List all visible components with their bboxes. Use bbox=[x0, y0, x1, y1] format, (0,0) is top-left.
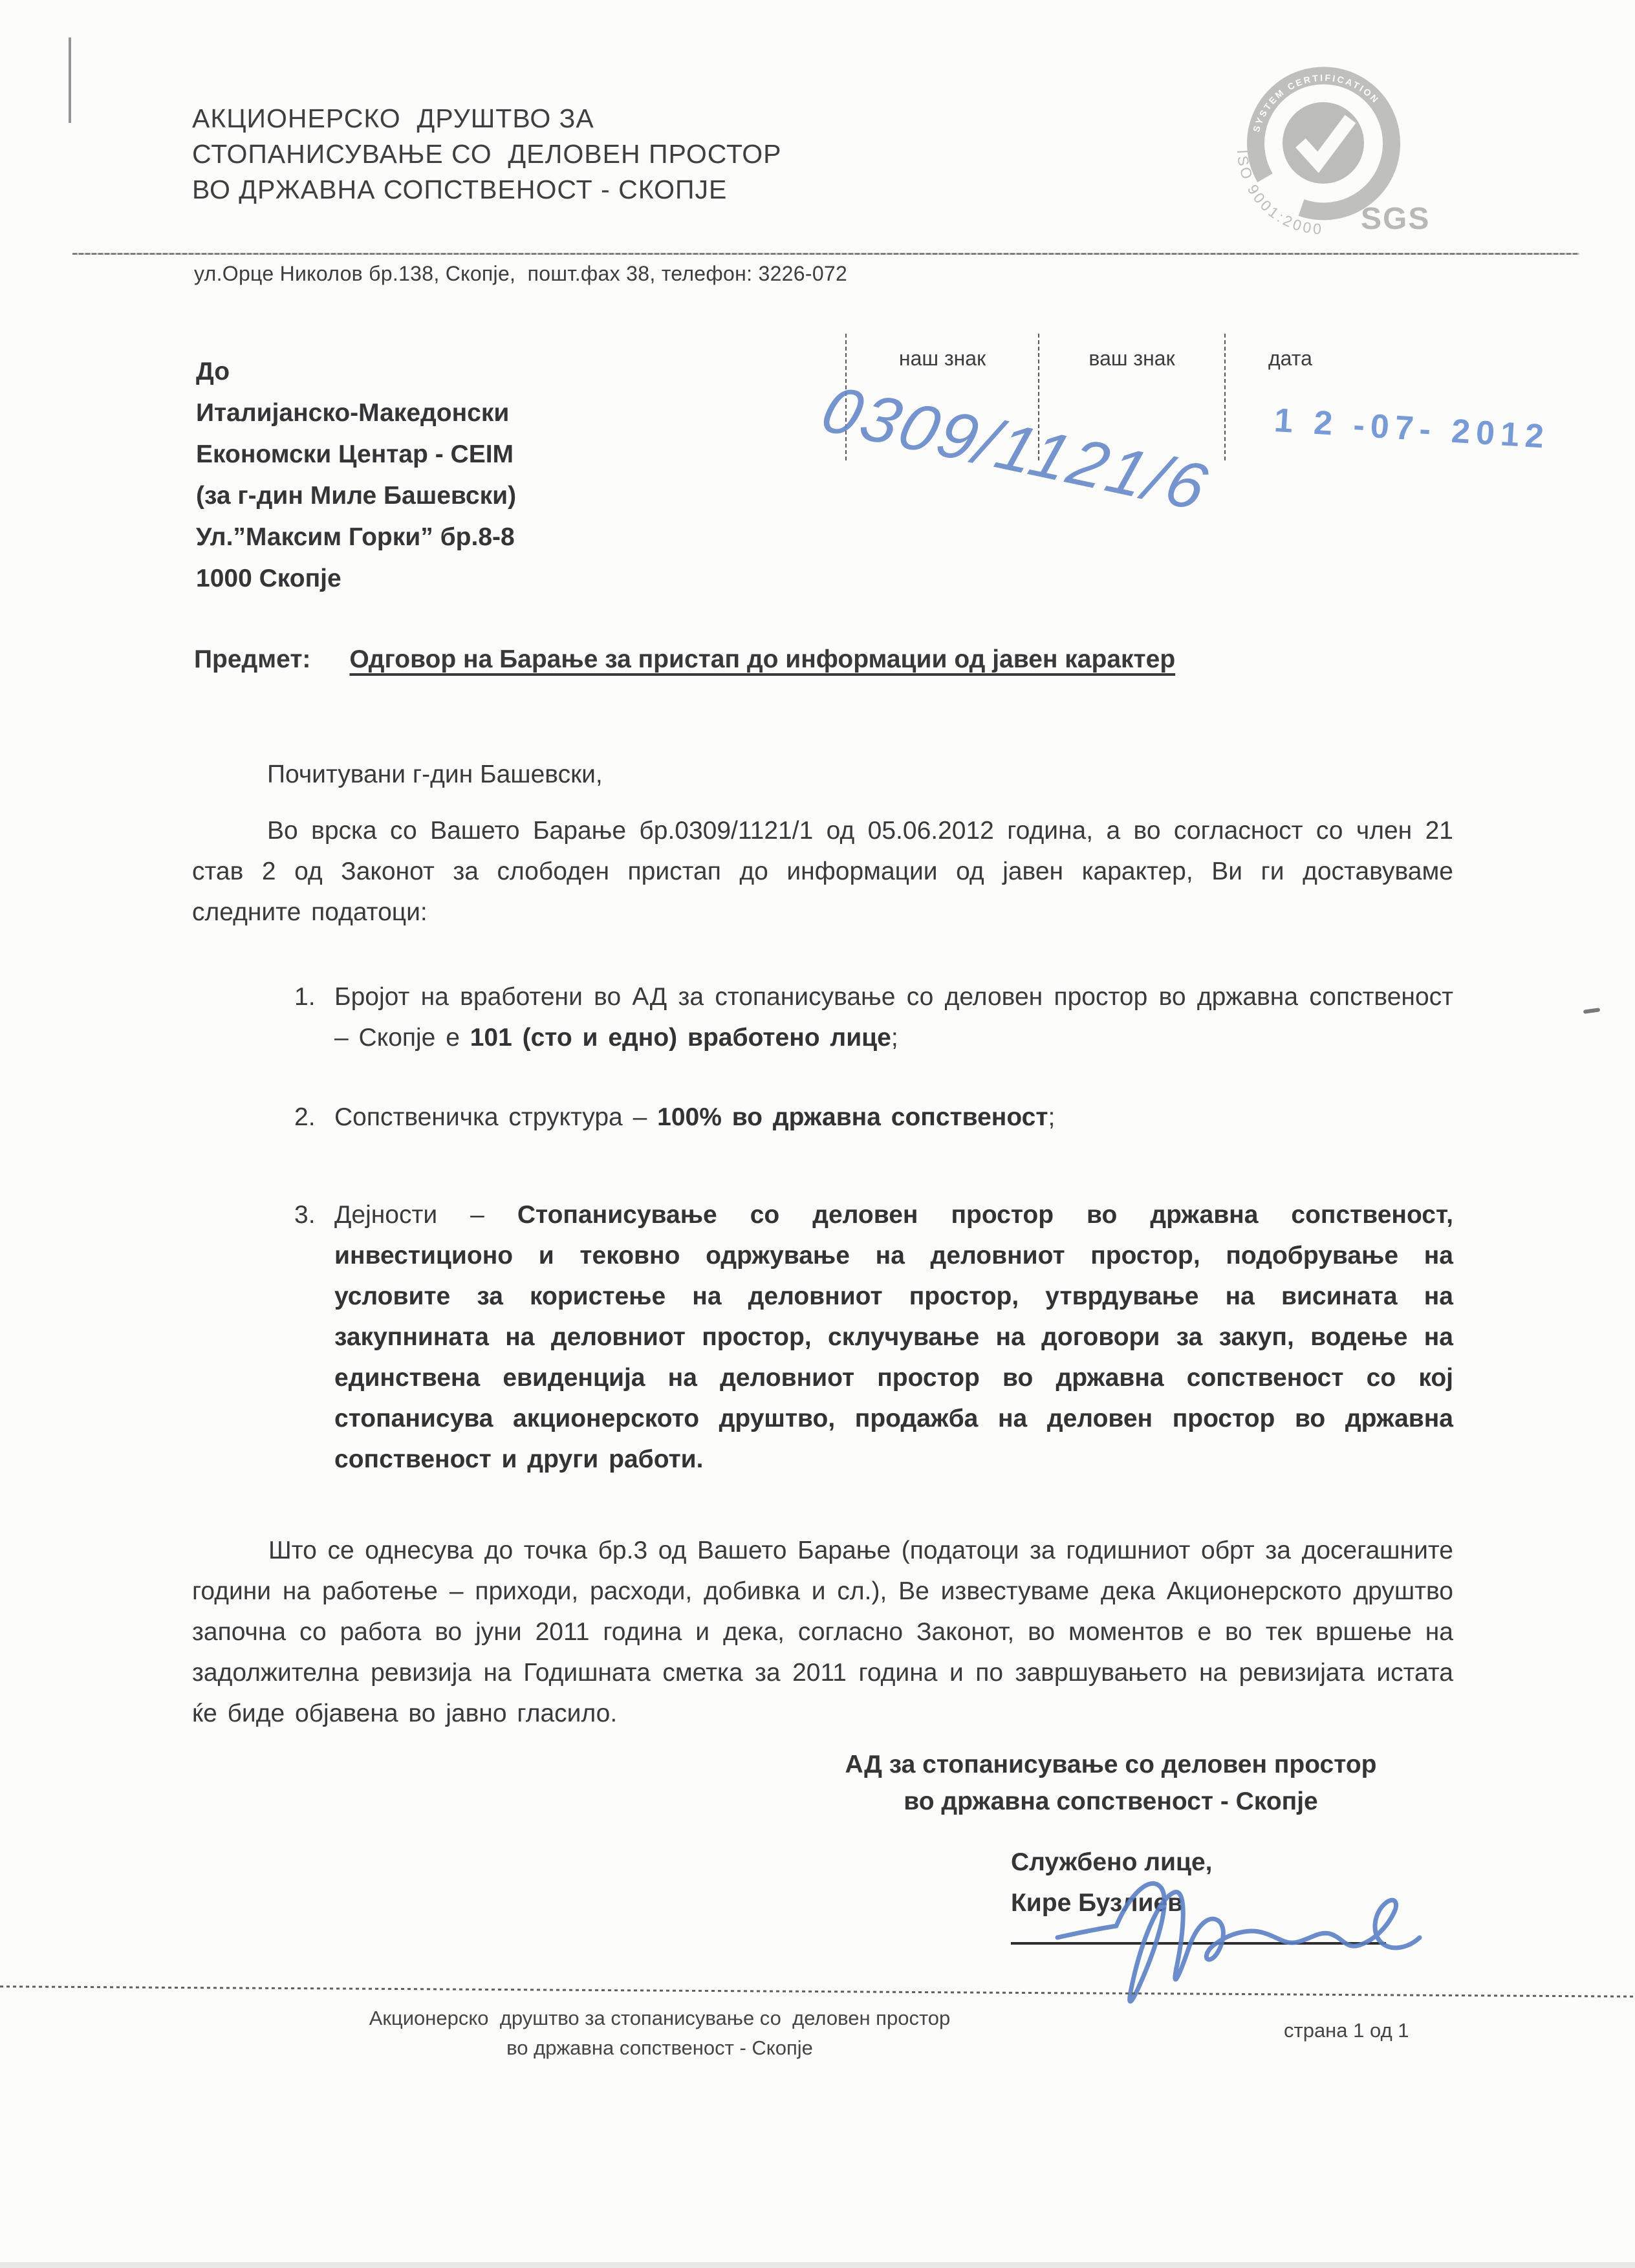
letterhead-company-name bbox=[192, 101, 782, 208]
list-item bbox=[294, 1194, 1453, 1480]
signoff-company bbox=[763, 1746, 1458, 1820]
letterhead-line: ВО ДРЖАВНА СОПСТВЕНОСТ - СКОПЈЕ bbox=[192, 175, 728, 204]
footer-company-line: Акционерско друштво за стопанисување со деловен простор bbox=[369, 2007, 951, 2029]
official-label: Службено лице, bbox=[1011, 1848, 1213, 1876]
reference-column-our-ref: наш знак bbox=[845, 334, 1038, 460]
recipient-line: 1000 Скопје bbox=[196, 565, 341, 592]
list-item bbox=[294, 1097, 1453, 1138]
recipient-line: (за г-дин Миле Башевски) bbox=[196, 482, 517, 510]
list-item-number: 3. bbox=[294, 1201, 316, 1229]
list-item-text: Сопственичка структура – bbox=[334, 1103, 658, 1131]
letterhead-divider bbox=[72, 253, 1579, 255]
reference-column-date: дата bbox=[1224, 334, 1478, 460]
salutation: Почитувани г-дин Башевски, bbox=[267, 761, 603, 788]
official-name: Кире Бузлиев bbox=[1011, 1889, 1184, 1917]
signature-icon bbox=[1054, 1855, 1429, 2003]
handwritten-signature bbox=[1054, 1855, 1429, 2003]
svg-text:SYSTEM CERTIFICATION: SYSTEM CERTIFICATION bbox=[1250, 72, 1382, 133]
certification-badge-icon bbox=[1219, 50, 1439, 251]
subject-label: Предмет: bbox=[194, 645, 311, 673]
closing-paragraph: Што се однесува до точка бр.3 од Вашето Барање (податоци за годишниот обрт за досегашните години на работење – приходи, расходи, добивка и сл.), Ве известуваме дека Акционерското друштво започна со работа во јуни 2011 година и дека, согласно Законот, во моментов е во тек вршење на задолжителна ревизија на Годишната сметка за 2011 година и по завршувањето на ревизијата истата ќе биде објавена во јавно гласило. bbox=[192, 1537, 1453, 1727]
letterhead-line: СТОПАНИСУВАЊЕ СО ДЕЛОВЕН ПРОСТОР bbox=[192, 139, 782, 169]
page-number: страна 1 од 1 bbox=[1284, 2019, 1409, 2042]
recipient-line: Италијанско-Македонски bbox=[196, 399, 510, 427]
signoff-company-line: во државна сопственост - Скопје bbox=[904, 1787, 1318, 1815]
scan-artifact bbox=[1583, 1008, 1601, 1014]
subject-text: Одговор на Барање за пристап до информации од јавен карактер bbox=[349, 645, 1176, 673]
list-item-text-bold: 100% во државна сопственост bbox=[657, 1103, 1048, 1131]
date-stamp: 1 2 -07- 2012 bbox=[1273, 401, 1551, 456]
footer-company bbox=[278, 2003, 1041, 2063]
handwritten-reference-number: 0309/1121/6 bbox=[813, 372, 1218, 524]
list-item-number: 1. bbox=[294, 983, 316, 1011]
intro-paragraph: Во врска со Вашето Барање бр.0309/1121/1 од 05.06.2012 година, а во согласност со член 21 став 2 од Законот за слободен пристап до информации од јавен карактер, Ви ги доставуваме следните податоци: bbox=[192, 817, 1453, 926]
footer-company-line: во државна сопственост - Скопје bbox=[506, 2036, 813, 2059]
numbered-list bbox=[294, 977, 1453, 1480]
list-item-text-bold: 101 (сто и едно) вработено лице bbox=[470, 1024, 891, 1052]
list-item-text: Дејности – bbox=[334, 1201, 517, 1229]
list-item-suffix: ; bbox=[1048, 1103, 1056, 1131]
recipient-line: До bbox=[196, 358, 230, 385]
recipient-block bbox=[196, 351, 516, 599]
recipient-line: Ул.”Максим Горки” бр.8-8 bbox=[196, 523, 515, 551]
letterhead-line: АКЦИОНЕРСКО ДРУШТВО ЗА bbox=[192, 103, 594, 133]
svg-text:SGS: SGS bbox=[1361, 202, 1431, 236]
signoff-company-line: АД за стопанисување со деловен простор bbox=[845, 1751, 1377, 1778]
reference-column-your-ref: ваш знак bbox=[1038, 334, 1224, 460]
sgs-iso-certification-logo bbox=[1219, 50, 1439, 251]
list-item-suffix: ; bbox=[891, 1024, 898, 1052]
list-item bbox=[294, 977, 1453, 1058]
scan-artifact bbox=[0, 2262, 1635, 2268]
recipient-line: Економски Центар - CEIM bbox=[196, 440, 514, 468]
scan-artifact bbox=[69, 38, 71, 123]
svg-text:ISO 9001:2000: ISO 9001:2000 bbox=[1233, 149, 1325, 238]
list-item-number: 2. bbox=[294, 1103, 316, 1131]
list-item-text: Бројот на вработени во АД за стопанисување со деловен простор во државна сопственост – Скопје е bbox=[334, 983, 1453, 1052]
subject-line bbox=[194, 645, 1175, 674]
letterhead-address: ул.Орце Николов бр.138, Скопје, пошт.фах 38, телефон: 3226-072 bbox=[194, 262, 848, 285]
list-item-text-bold: Стопанисување со деловен простор во државна сопственост, инвестиционо и тековно одржување на деловниот простор, подобрување на условите за користење на деловниот простор, утврдување на висината на закупнината на деловниот простор, склучување на договори за закуп, водење на единствена евиденција на деловниот простор во државна сопственост со кој стопанисува акционерското друштво, продажба на деловен простор во државна сопственост и други работи. bbox=[334, 1201, 1453, 1473]
